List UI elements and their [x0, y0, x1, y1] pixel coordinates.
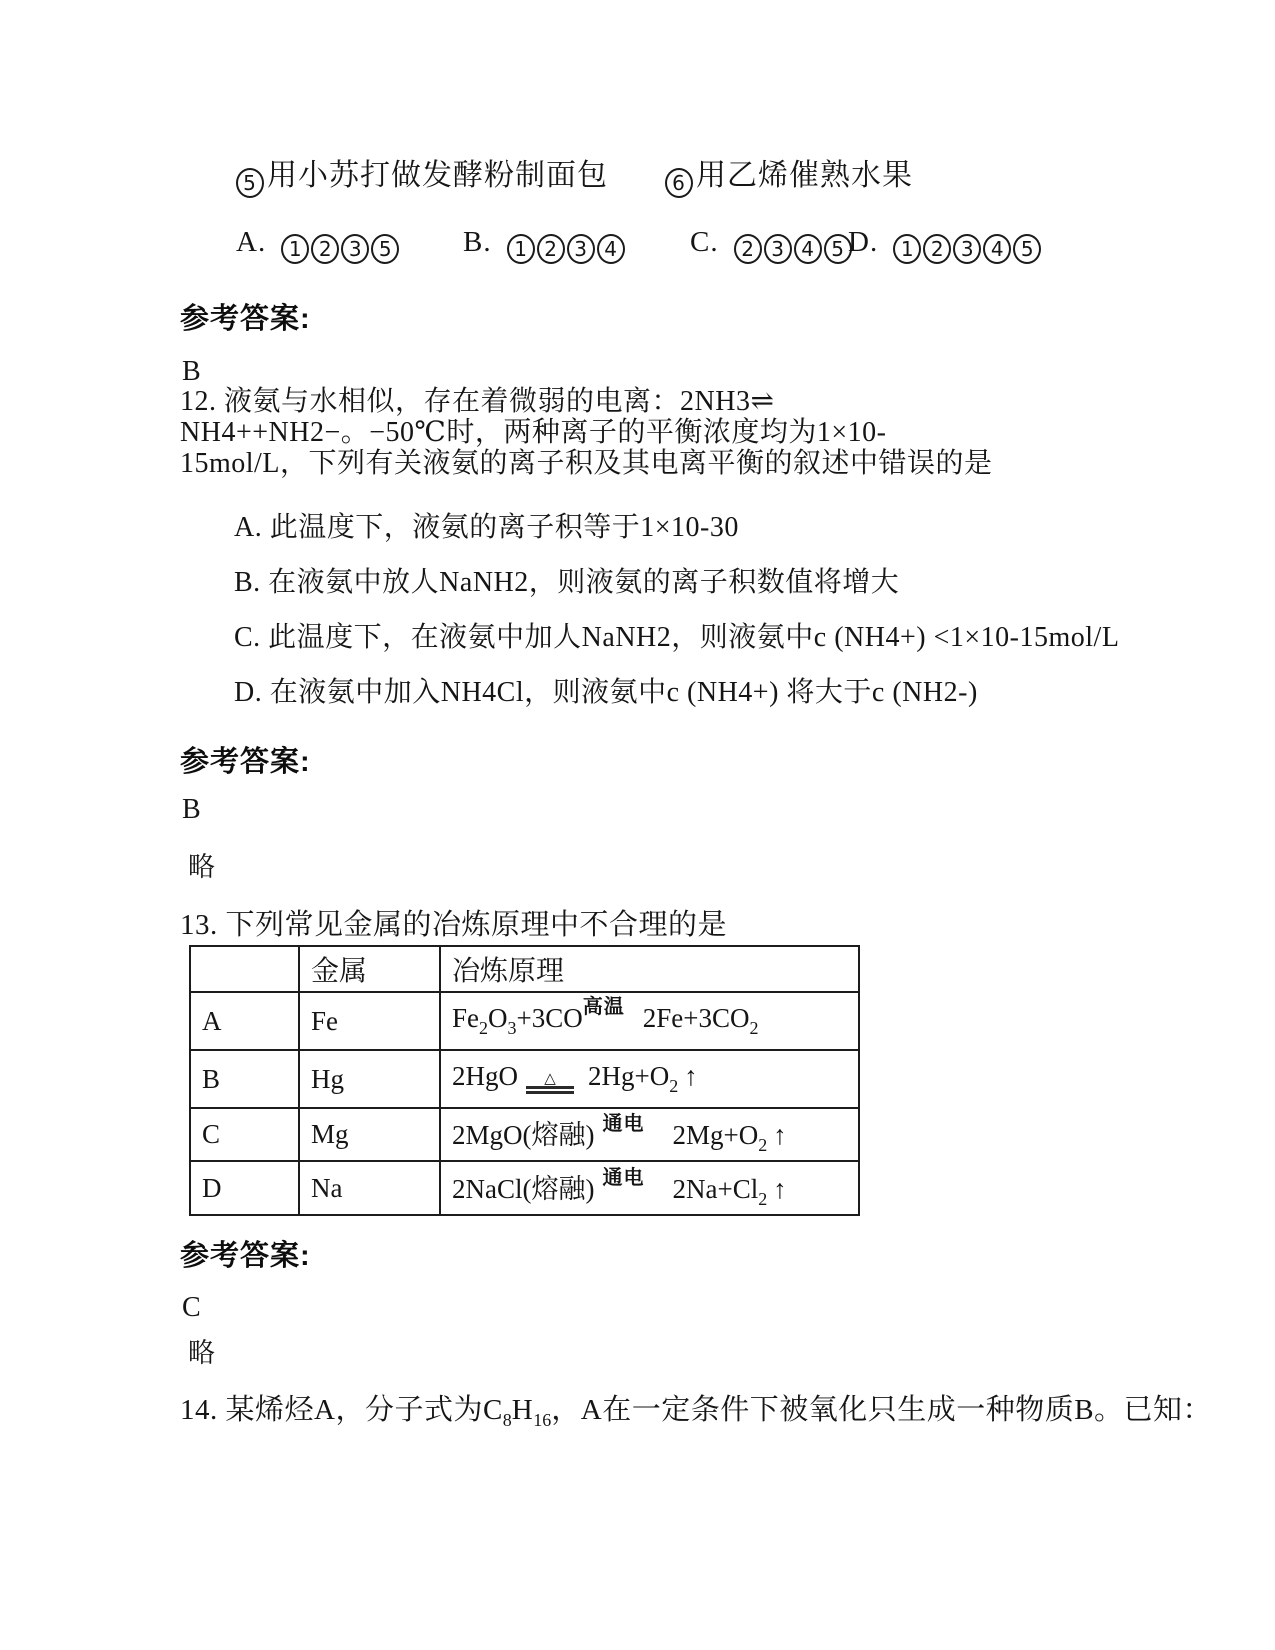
equation-text: 2MgO(熔融): [452, 1120, 595, 1150]
equation-text: +3CO: [516, 1003, 583, 1033]
equation-subscript: 2: [758, 1135, 768, 1155]
equation-text: 2Hg+O: [588, 1061, 670, 1091]
circled-digit-icon: 2: [537, 234, 565, 264]
choice-letter: C.: [690, 226, 719, 258]
row-option-label: B: [190, 1050, 299, 1108]
reaction-condition-label: 通电: [602, 1166, 645, 1189]
q11-reference-answer-label: 参考答案:: [180, 303, 311, 335]
q11-item-5-text: 用小苏打做发酵粉制面包: [267, 159, 608, 192]
equation-subscript: 2: [479, 1018, 488, 1038]
equation-subscript: 2: [669, 1076, 679, 1096]
q12-option-d: D. 在液氨中加入NH4Cl，则液氨中c (NH4+) 将大于c (NH2-): [234, 677, 978, 708]
circled-digit-icon: 3: [341, 234, 369, 264]
circled-digit-icon: 5: [1013, 234, 1041, 264]
equation-text: Fe: [452, 1003, 479, 1033]
q13-reference-answer-label: 参考答案:: [180, 1240, 311, 1272]
row-equation: [440, 1108, 859, 1161]
q12-stem-line-1: 12. 液氨与水相似，存在着微弱的电离：2NH3⇌: [180, 386, 775, 417]
row-option-label: C: [190, 1108, 299, 1161]
row-option-label: A: [190, 992, 299, 1050]
circled-5-icon: 5: [236, 168, 264, 198]
equation-subscript: 8: [502, 1410, 512, 1430]
reaction-condition-label: 通电: [602, 1113, 645, 1135]
equation-text: 2Mg+O: [672, 1120, 759, 1150]
q13-stem: 13. 下列常见金属的冶炼原理中不合理的是: [180, 909, 728, 941]
table-row-d: [190, 1161, 859, 1215]
q12-answer-value: B: [182, 794, 201, 825]
q11-choice-a: [236, 226, 400, 264]
circled-digit-icon: 4: [983, 234, 1011, 264]
equation-text: O: [488, 1003, 508, 1033]
choice-letter: B.: [463, 226, 492, 258]
q11-item-6-text: 用乙烯催熟水果: [696, 159, 913, 192]
equation-subscript: 3: [507, 1018, 517, 1038]
equation-subscript: 2: [749, 1018, 759, 1038]
row-option-label: D: [190, 1161, 299, 1215]
q11-choice-d: [848, 226, 1042, 264]
q11-answer-value: B: [182, 356, 201, 387]
row-metal: Hg: [299, 1050, 440, 1108]
row-equation: [440, 1050, 859, 1108]
equation-text: 14. 某烯烃A，分子式为C: [180, 1394, 503, 1426]
header-blank-cell: [190, 946, 299, 992]
table-header-row: [190, 946, 859, 992]
equation-text: 2Na+Cl: [672, 1173, 759, 1204]
equation-text: ↑: [684, 1061, 698, 1091]
q12-stem-line-3: 15mol/L，下列有关液氨的离子积及其电离平衡的叙述中错误的是: [180, 448, 993, 479]
circled-digit-icon: 1: [507, 234, 535, 264]
equation-text: 2NaCl(熔融): [452, 1173, 595, 1204]
equation-text: H: [511, 1394, 534, 1426]
q11-choice-c: [690, 226, 853, 264]
equation-text: 2HgO: [452, 1061, 518, 1091]
choice-letter: D.: [848, 226, 879, 258]
reaction-condition-label: 高温: [582, 996, 625, 1018]
circled-digit-icon: 2: [734, 234, 762, 264]
table-row-c: [190, 1108, 859, 1161]
equation-subscript: 16: [533, 1410, 552, 1430]
table-row-a: [190, 992, 859, 1050]
circled-digit-icon: 5: [371, 234, 399, 264]
metal-smelting-table: [189, 945, 860, 1216]
circled-digit-icon: 3: [567, 234, 595, 264]
q12-option-b: B. 在液氨中放人NaNH2，则液氨的离子积数值将增大: [234, 567, 900, 598]
q12-option-c: C. 此温度下，在液氨中加人NaNH2，则液氨中c (NH4+) <1×10-15mol/L: [234, 622, 1120, 653]
delta-heat-symbol-icon: △: [526, 1071, 574, 1094]
q11-item-6: [664, 150, 913, 198]
circled-6-icon: 6: [665, 168, 693, 198]
row-metal: Na: [299, 1161, 440, 1215]
q11-choice-b: [463, 226, 626, 264]
q12-option-a: A. 此温度下，液氨的离子积等于1×10-30: [234, 512, 739, 543]
circled-digit-icon: 2: [923, 234, 951, 264]
q12-reference-answer-label: 参考答案:: [180, 746, 311, 778]
q12-answer-note: 略: [188, 852, 215, 882]
circled-digit-icon: 3: [764, 234, 792, 264]
q14-stem: [180, 1387, 1212, 1431]
choice-circles: [733, 226, 853, 261]
choice-letter: A.: [236, 226, 267, 258]
q13-answer-note: 略: [188, 1338, 215, 1368]
circled-digit-icon: 4: [794, 234, 822, 264]
circled-digit-icon: 1: [893, 234, 921, 264]
row-metal: Mg: [299, 1108, 440, 1161]
row-equation: [440, 992, 859, 1050]
header-principle-cell: 冶炼原理: [440, 946, 859, 992]
circled-digit-icon: 5: [824, 234, 852, 264]
circled-digit-icon: 1: [281, 234, 309, 264]
choice-circles: [280, 226, 400, 261]
equation-subscript: 2: [758, 1188, 768, 1209]
q13-answer-value: C: [182, 1292, 201, 1323]
circled-digit-icon: 4: [597, 234, 625, 264]
equation-text: ↑: [773, 1120, 787, 1150]
equation-text: 2Fe+3CO: [642, 1003, 750, 1033]
circled-digit-icon: 3: [953, 234, 981, 264]
equation-text: ，A在一定条件下被氧化只生成一种物质B。已知：: [551, 1394, 1213, 1426]
circled-digit-icon: 2: [311, 234, 339, 264]
row-equation: [440, 1161, 859, 1215]
q12-stem-line-2: NH4++NH2−。−50℃时，两种离子的平衡浓度均为1×10-: [180, 417, 887, 448]
table-row-b: [190, 1050, 859, 1108]
choice-circles: [506, 226, 626, 261]
header-metal-cell: 金属: [299, 946, 440, 992]
choice-circles: [892, 226, 1042, 261]
q12-stem: [180, 386, 992, 479]
q11-item-5: [235, 150, 608, 198]
row-metal: Fe: [299, 992, 440, 1050]
equation-text: ↑: [773, 1173, 787, 1204]
